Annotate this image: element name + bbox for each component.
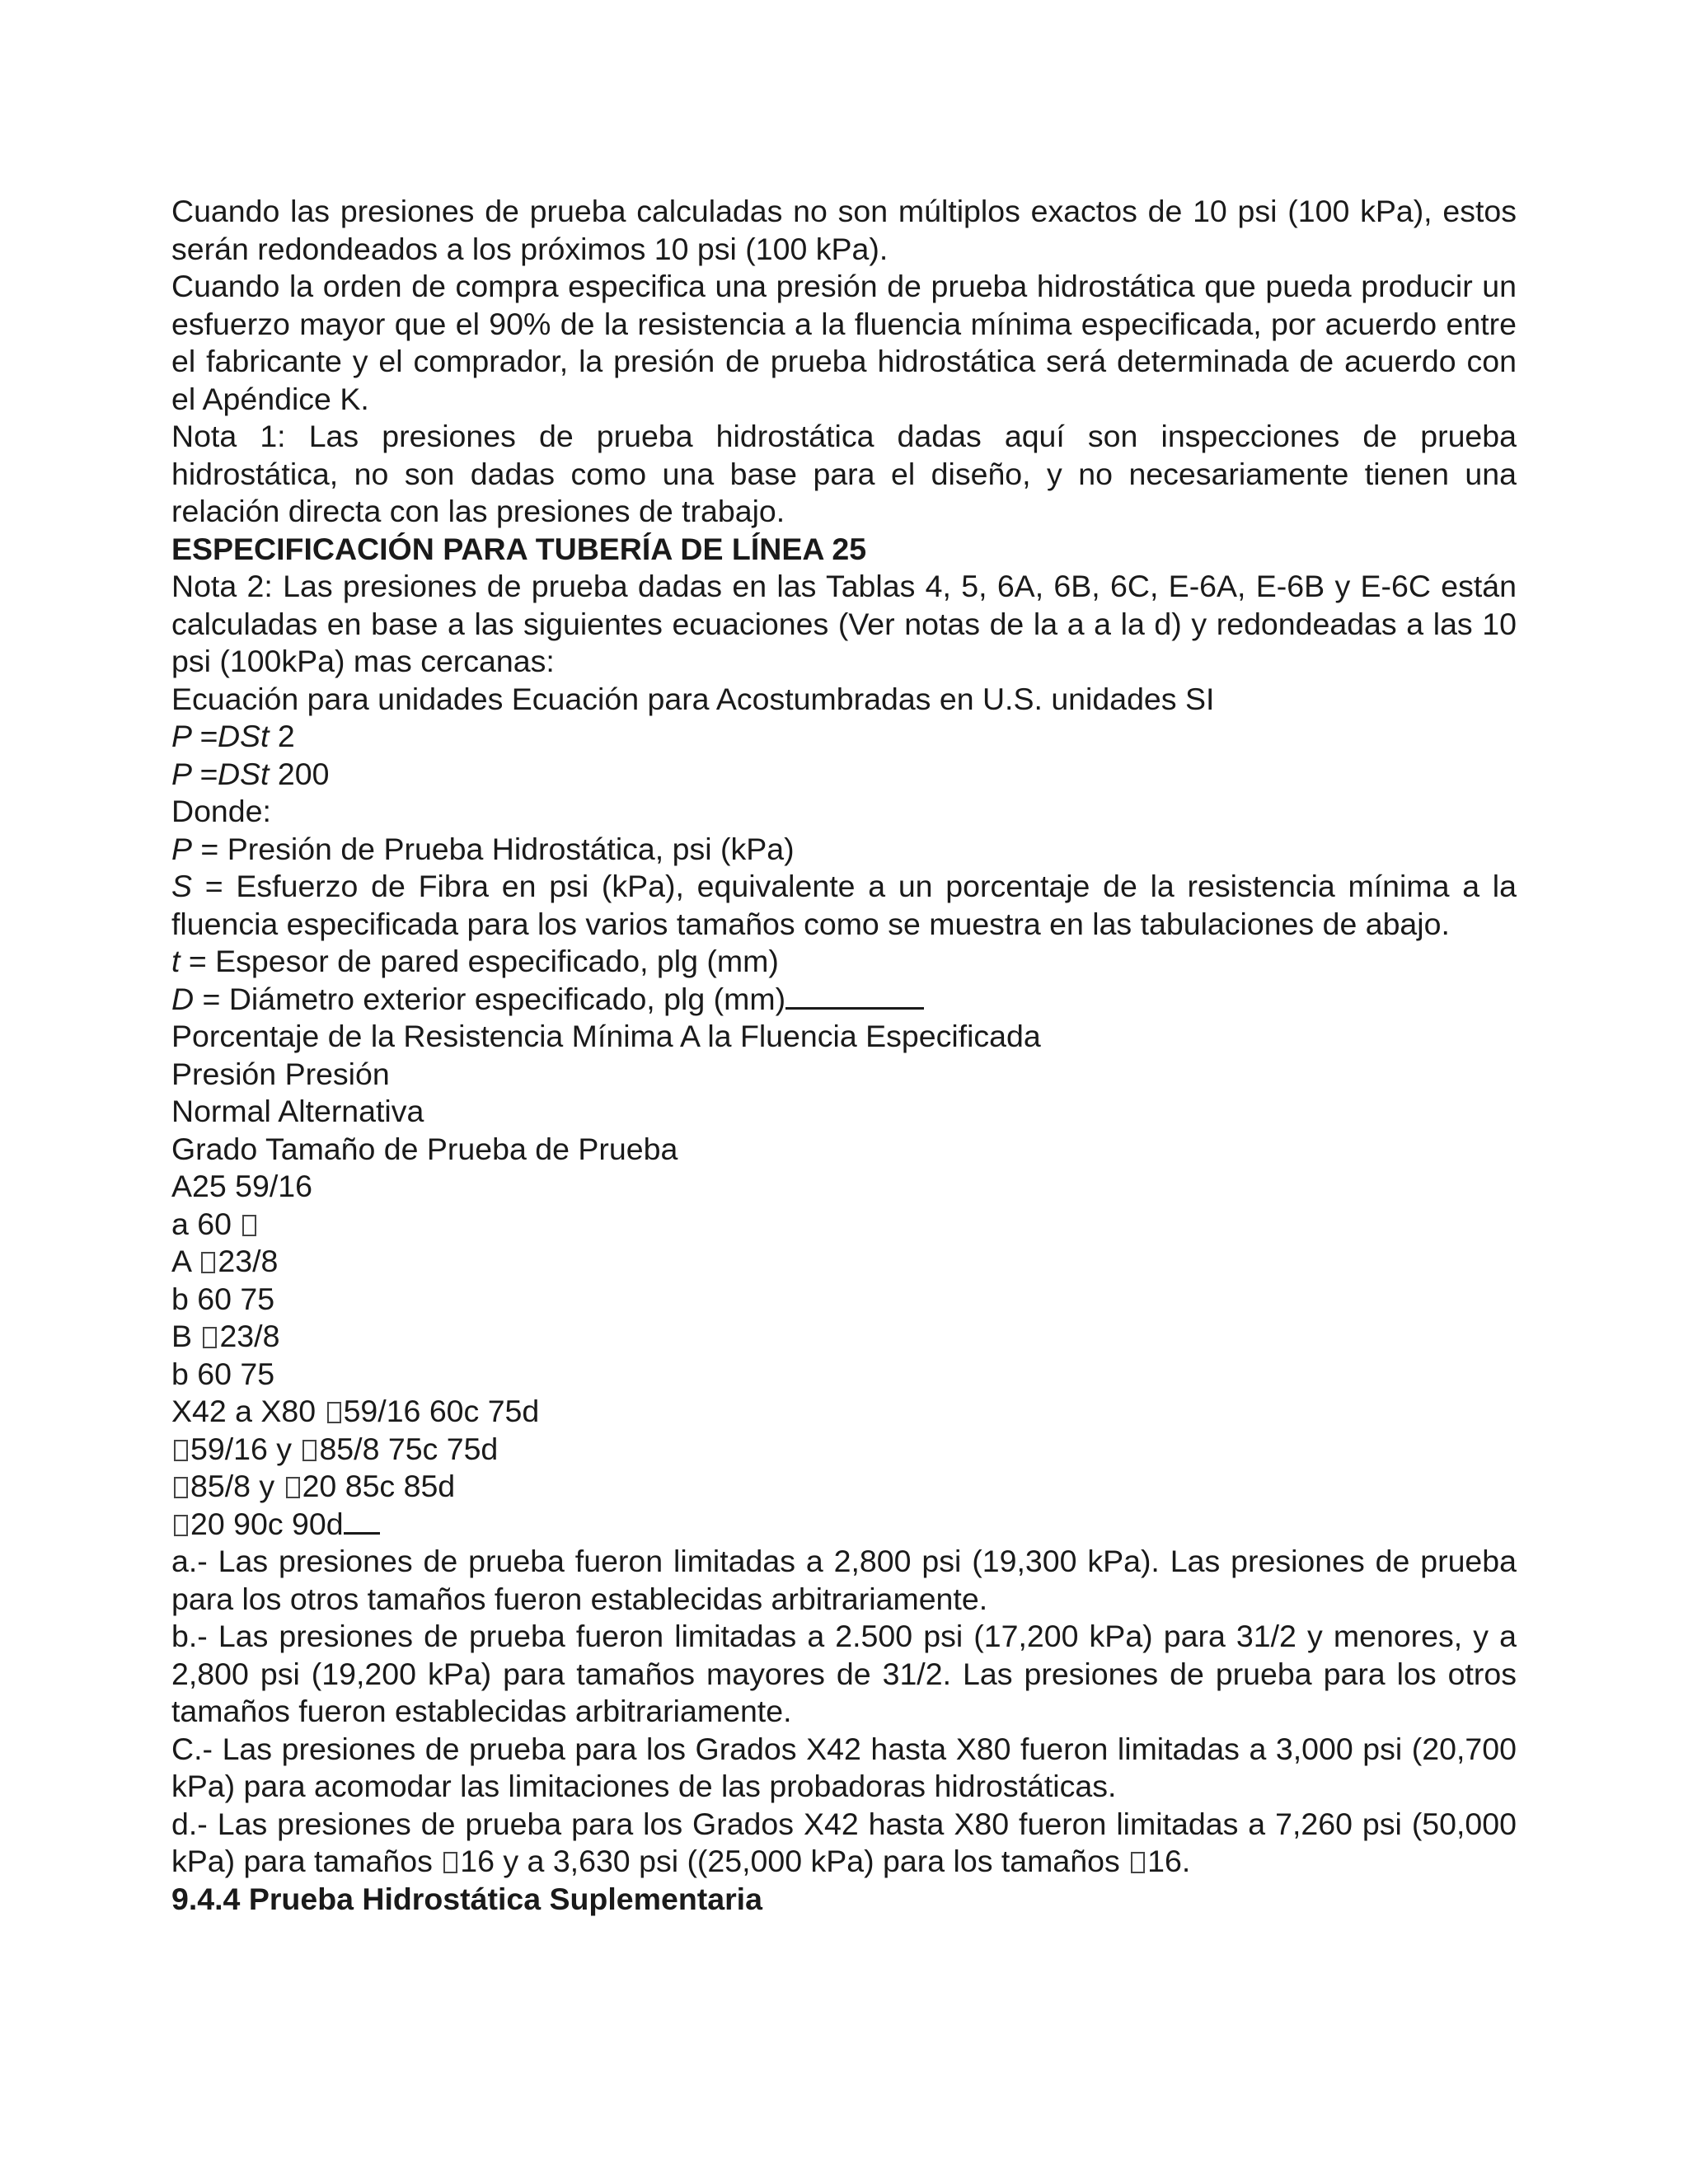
note-d-text-3: 16. <box>1147 1844 1191 1878</box>
definition-s <box>171 868 1517 943</box>
table-row: b 60 75 <box>171 1281 275 1316</box>
note-a: a.- Las presiones de prueba fueron limitadas a 2,800 psi (19,300 kPa). Las presiones de prueba para los otros tamaños fueron establecidas arbitrariamente. <box>171 1544 1517 1616</box>
formula-us-symbol: P =DSt <box>171 719 270 753</box>
note-c: C.- Las presiones de prueba para los Grados X42 hasta X80 fueron limitadas a 3,000 psi (20,700 kPa) para acomodar las limitaciones de las probadoras hidrostáticas. <box>171 1731 1517 1803</box>
table-cell: a 60 <box>171 1206 241 1241</box>
missing-glyph-icon <box>327 1402 341 1423</box>
definition-t-text: = Espesor de pared especificado, plg (mm) <box>180 944 779 978</box>
missing-glyph-icon <box>174 1440 188 1461</box>
missing-glyph-icon <box>174 1515 188 1536</box>
definition-t <box>171 943 1517 981</box>
definition-s-text: = Esfuerzo de Fibra en psi (kPa), equivalente a un porcentaje de la resistencia mínima a la fluencia especificada para los varios tamaños como se muestra en las tabulaciones de abajo. <box>171 869 1517 941</box>
missing-glyph-icon <box>443 1852 457 1873</box>
heading-supplementary-test: 9.4.4 Prueba Hidrostática Suplementaria <box>171 1881 762 1916</box>
table-title: Porcentaje de la Resistencia Mínima A la Fluencia Especificada <box>171 1019 1041 1053</box>
table-row <box>171 1243 1517 1281</box>
note-d-text-1: d.- Las presiones de prueba para los Grados X42 hasta X80 fueron limitadas a 7,260 psi (50,000 kPa) para tamaños <box>171 1806 1517 1878</box>
document-page <box>171 193 1517 1918</box>
definition-d-text: = Diámetro exterior especificado, plg (mm) <box>194 981 786 1016</box>
missing-glyph-icon <box>302 1440 316 1461</box>
note-b: b.- Las presiones de prueba fueron limitadas a 2.500 psi (17,200 kPa) para 31/2 y menores, y a 2,800 psi (19,200 kPa) para tamaños mayores de 31/2. Las presiones de prueba para los otros tamaños fueron establecidas arbitrariamente. <box>171 1619 1517 1728</box>
formula-si <box>171 756 1517 794</box>
table-row <box>171 1393 1517 1431</box>
formula-us <box>171 718 1517 756</box>
missing-glyph-icon <box>242 1215 256 1236</box>
table-row <box>171 1431 1517 1469</box>
table-cell: 23/8 <box>219 1319 280 1353</box>
table-row <box>171 1468 1517 1506</box>
table-cell: 85/8 y <box>190 1469 284 1503</box>
missing-glyph-icon <box>174 1477 188 1498</box>
missing-glyph-icon <box>203 1327 217 1348</box>
table-cell: X42 a X80 <box>171 1394 325 1428</box>
table-cell: 23/8 <box>218 1244 279 1278</box>
table-header-3: Grado Tamaño de Prueba de Prueba <box>171 1131 678 1166</box>
table-row: b 60 75 <box>171 1356 275 1391</box>
formula-us-constant: 2 <box>269 719 295 753</box>
table-row <box>171 1318 1517 1356</box>
missing-glyph-icon <box>1131 1852 1145 1873</box>
table-cell: 59/16 60c 75d <box>343 1394 540 1428</box>
definition-d <box>171 981 1517 1019</box>
table-header-2: Normal Alternativa <box>171 1094 424 1128</box>
definition-p <box>171 831 1517 869</box>
paragraph-rounding: Cuando las presiones de prueba calculadas no son múltiplos exactos de 10 psi (100 kPa), estos serán redondeados a los próximos 10 psi (100 kPa). <box>171 194 1517 266</box>
table-cell: 85/8 75c 75d <box>319 1431 499 1466</box>
missing-glyph-icon <box>201 1252 215 1273</box>
symbol-p: P <box>171 831 193 866</box>
heading-specification: ESPECIFICACIÓN PARA TUBERÍA DE LÍNEA 25 <box>171 531 867 566</box>
table-row <box>171 1506 1517 1544</box>
symbol-s: S <box>171 869 193 903</box>
underline-rule <box>344 1507 380 1535</box>
symbol-d: D <box>171 981 195 1016</box>
symbol-t: t <box>171 944 181 978</box>
table-row <box>171 1206 1517 1244</box>
paragraph-purchase-order: Cuando la orden de compra especifica una presión de prueba hidrostática que pueda producir un esfuerzo mayor que el 90% de la resistencia a la fluencia mínima especificada, por acuerdo entre el fabricante y el comprador, la presión de prueba hidrostática será determinada de acuerdo con el Apéndice K. <box>171 269 1517 416</box>
equation-units-line: Ecuación para unidades Ecuación para Acostumbradas en U.S. unidades SI <box>171 681 1215 716</box>
formula-si-symbol: P =DSt <box>171 756 270 791</box>
underline-rule <box>785 982 924 1010</box>
formula-si-constant: 200 <box>269 756 330 791</box>
table-cell: 59/16 y <box>190 1431 301 1466</box>
table-header-1: Presión Presión <box>171 1056 390 1091</box>
donde-label: Donde: <box>171 794 271 828</box>
table-cell: A <box>171 1244 199 1278</box>
note-d <box>171 1806 1517 1881</box>
missing-glyph-icon <box>286 1477 300 1498</box>
table-row: A25 59/16 <box>171 1169 312 1203</box>
paragraph-nota-2: Nota 2: Las presiones de prueba dadas en las Tablas 4, 5, 6A, 6B, 6C, E-6A, E-6B y E-6C están calculadas en base a las siguientes ecuaciones (Ver notas de la a a la d) y redondeadas a las 10 psi (100kPa) mas cercanas: <box>171 569 1517 678</box>
table-cell: 20 85c 85d <box>302 1469 456 1503</box>
table-cell: 20 90c 90d <box>190 1506 344 1541</box>
table-cell: B <box>171 1319 201 1353</box>
note-d-text-2: 16 y a 3,630 psi ((25,000 kPa) para los tamaños <box>460 1844 1129 1878</box>
paragraph-nota-1: Nota 1: Las presiones de prueba hidrostática dadas aquí son inspecciones de prueba hidrostática, no son dadas como una base para el diseño, y no necesariamente tienen una relación directa con las presiones de trabajo. <box>171 419 1517 528</box>
definition-p-text: = Presión de Prueba Hidrostática, psi (kPa) <box>192 831 795 866</box>
